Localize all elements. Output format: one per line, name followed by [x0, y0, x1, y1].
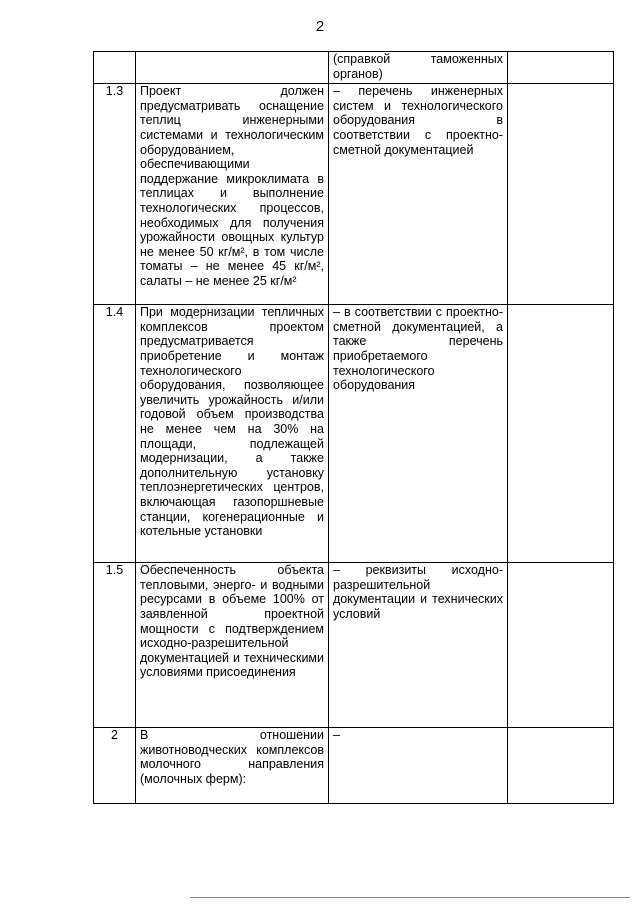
row-number: 1.5 — [94, 563, 136, 728]
documents-cell: – перечень инженерных систем и технологического оборудования в соответствии с проектно-сметной документацией — [329, 84, 508, 305]
extra-cell — [508, 52, 614, 84]
row-number: 1.3 — [94, 84, 136, 305]
documents-cell: – — [329, 728, 508, 804]
row-number: 2 — [94, 728, 136, 804]
extra-cell — [508, 84, 614, 305]
row-number: 1.4 — [94, 305, 136, 563]
row-number — [94, 52, 136, 84]
documents-cell: – реквизиты исходно-разрешительной документации и технических условий — [329, 563, 508, 728]
documents-cell: (справкой таможенных органов) — [329, 52, 508, 84]
table-row — [94, 52, 614, 84]
table-row — [94, 305, 614, 563]
requirements-table — [93, 51, 614, 804]
requirement-cell: Обеспеченность объекта тепловыми, энерго- и водными ресурсами в объеме 100% от заявленной проектной мощности с подтверждением исходно-разрешительной документацией и техническими условиями присоединения — [136, 563, 329, 728]
page-number: 2 — [315, 18, 325, 35]
documents-cell: – в соответствии с проектно-сметной документацией, а также перечень приобретаемого технологического оборудования — [329, 305, 508, 563]
table-row — [94, 84, 614, 305]
table-row — [94, 563, 614, 728]
extra-cell — [508, 305, 614, 563]
requirement-cell — [136, 52, 329, 84]
requirement-cell: Проект должен предусматривать оснащение теплиц инженерными системами и технологическим оборудованием, обеспечивающими поддержание микроклимата в теплицах и выполнение технологических процессов, необходимых для получения урожайности овощных культур не менее 50 кг/м², в том числе томаты – не менее 45 кг/м², салаты – не менее 25 кг/м² — [136, 84, 329, 305]
requirement-cell: При модернизации тепличных комплексов проектом предусматривается приобретение и монтаж технологического оборудования, позволяющее увеличить урожайность и/или годовой объем производства не менее чем на 30% на площади, подлежащей модернизации, а также дополнительную установку теплоэнергетических центров, включающая газопоршневые станции, когенерационные и котельные установки — [136, 305, 329, 563]
extra-cell — [508, 728, 614, 804]
requirement-cell: В отношении животноводческих комплексов молочного направления (молочных ферм): — [136, 728, 329, 804]
table-row — [94, 728, 614, 804]
extra-cell — [508, 563, 614, 728]
page-bottom-divider — [190, 897, 630, 898]
